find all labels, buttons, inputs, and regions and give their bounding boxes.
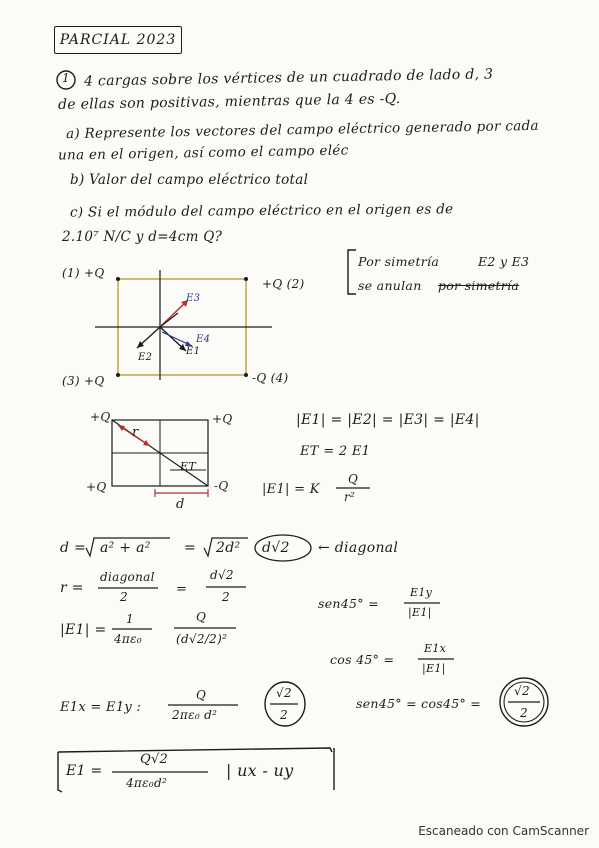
- vector-label-e1: E1: [186, 346, 201, 357]
- eq-cos-lhs: cos 45° =: [330, 652, 395, 667]
- eq-coulomb-lhs: |E1| = K: [262, 482, 320, 497]
- eq-e1-num1: 1: [126, 612, 134, 626]
- part-c-line-1: c) Si el módulo del campo eléctrico en el origen es de: [69, 201, 454, 221]
- eq-magnitudes-equal: |E1| = |E2| = |E3| = |E4|: [296, 412, 480, 428]
- problem-number: 1: [62, 71, 70, 85]
- eq-e1x-num: Q: [196, 688, 207, 702]
- eq-r-lhs: r =: [60, 580, 84, 596]
- eq-sin-den: |E1|: [408, 606, 432, 619]
- vector-label-e4: E4: [196, 334, 211, 345]
- charge-label-1: (1) +Q: [62, 266, 105, 280]
- eq-d-note: ← diagonal: [318, 540, 399, 556]
- eq-r-equals: =: [176, 582, 188, 597]
- final-lhs: E1 =: [66, 763, 103, 779]
- eq-sin-num: E1y: [410, 586, 433, 599]
- charge-label-3: (3) +Q: [62, 374, 105, 388]
- grid-charge-tr: +Q: [212, 412, 233, 426]
- scanner-watermark: Escaneado con CamScanner: [418, 824, 589, 838]
- eq-r-den: 2: [120, 590, 128, 604]
- eq-cos-num: E1x: [424, 642, 447, 655]
- statement-line-2: de ellas son positivas, mientras que la 4 es -Q.: [57, 91, 401, 113]
- eq-cos-den: |E1|: [422, 662, 446, 675]
- eq-d-root: a² + a²: [100, 540, 151, 556]
- vector-label-e3: E3: [186, 293, 201, 304]
- eq-r-num: diagonal: [100, 570, 155, 584]
- part-a-line-1: a) Represente los vectores del campo eléctrico generado por cada: [65, 117, 539, 143]
- eq-r-num2: d√2: [210, 568, 234, 582]
- note-line-2a: se anulan: [358, 278, 422, 293]
- part-a-line-2: una en el origen, así como el campo eléc: [57, 142, 349, 164]
- eq-r-den2: 2: [222, 590, 230, 604]
- grid-charge-bl: +Q: [86, 480, 107, 494]
- exam-title: PARCIAL 2023: [54, 26, 182, 54]
- final-den: 4πε₀d²: [126, 776, 168, 790]
- final-unit-vectors: | ux - uy: [226, 761, 294, 780]
- eq-d-result: d√2: [262, 540, 290, 556]
- eq-e1x-frac-num: √2: [276, 686, 292, 700]
- eq-sincos-lhs: sen45° = cos45° =: [356, 696, 482, 711]
- eq-e1x-frac-den: 2: [280, 708, 288, 722]
- eq-et: ET = 2 E1: [300, 444, 371, 459]
- label-r: r: [132, 425, 139, 440]
- eq-e1-den2: (d√2/2)²: [176, 632, 228, 646]
- vector-label-e2: E2: [138, 352, 153, 363]
- part-b: b) Valor del campo eléctrico total: [70, 172, 309, 188]
- note-line-1b: E2 y E3: [478, 254, 530, 269]
- eq-d-root2: 2d²: [216, 540, 241, 556]
- final-num: Q√2: [140, 752, 169, 767]
- statement-line-1: 4 cargas sobre los vértices de un cuadrado de lado d, 3: [83, 66, 494, 90]
- eq-coulomb-num: Q: [348, 472, 359, 486]
- part-c-line-2: 2.10⁷ N/C y d=4cm Q?: [62, 229, 223, 245]
- note-line-2b-struck: por simetría: [438, 278, 520, 293]
- charge-label-4: -Q (4): [252, 371, 289, 385]
- eq-d-lhs: d =: [60, 540, 87, 556]
- eq-e1x-lhs: E1x = E1y :: [60, 700, 142, 715]
- note-line-1a: Por simetría: [358, 254, 440, 269]
- eq-sincos-num: √2: [514, 684, 530, 698]
- eq-sincos-den: 2: [520, 706, 528, 720]
- grid-charge-tl: +Q: [90, 410, 111, 424]
- eq-e1-lhs: |E1| =: [60, 622, 107, 638]
- grid-charge-br: -Q: [214, 479, 229, 493]
- label-d: d: [176, 497, 185, 512]
- label-et: ET: [180, 460, 196, 473]
- eq-e1x-den: 2πε₀ d²: [172, 708, 218, 722]
- eq-coulomb-den: r²: [344, 490, 356, 504]
- eq-sin-lhs: sen45° =: [318, 596, 379, 611]
- eq-e1-num2: Q: [196, 610, 207, 624]
- eq-e1-den1: 4πε₀: [114, 632, 142, 646]
- eq-d-equals: =: [184, 540, 197, 556]
- charge-label-2: +Q (2): [262, 277, 305, 291]
